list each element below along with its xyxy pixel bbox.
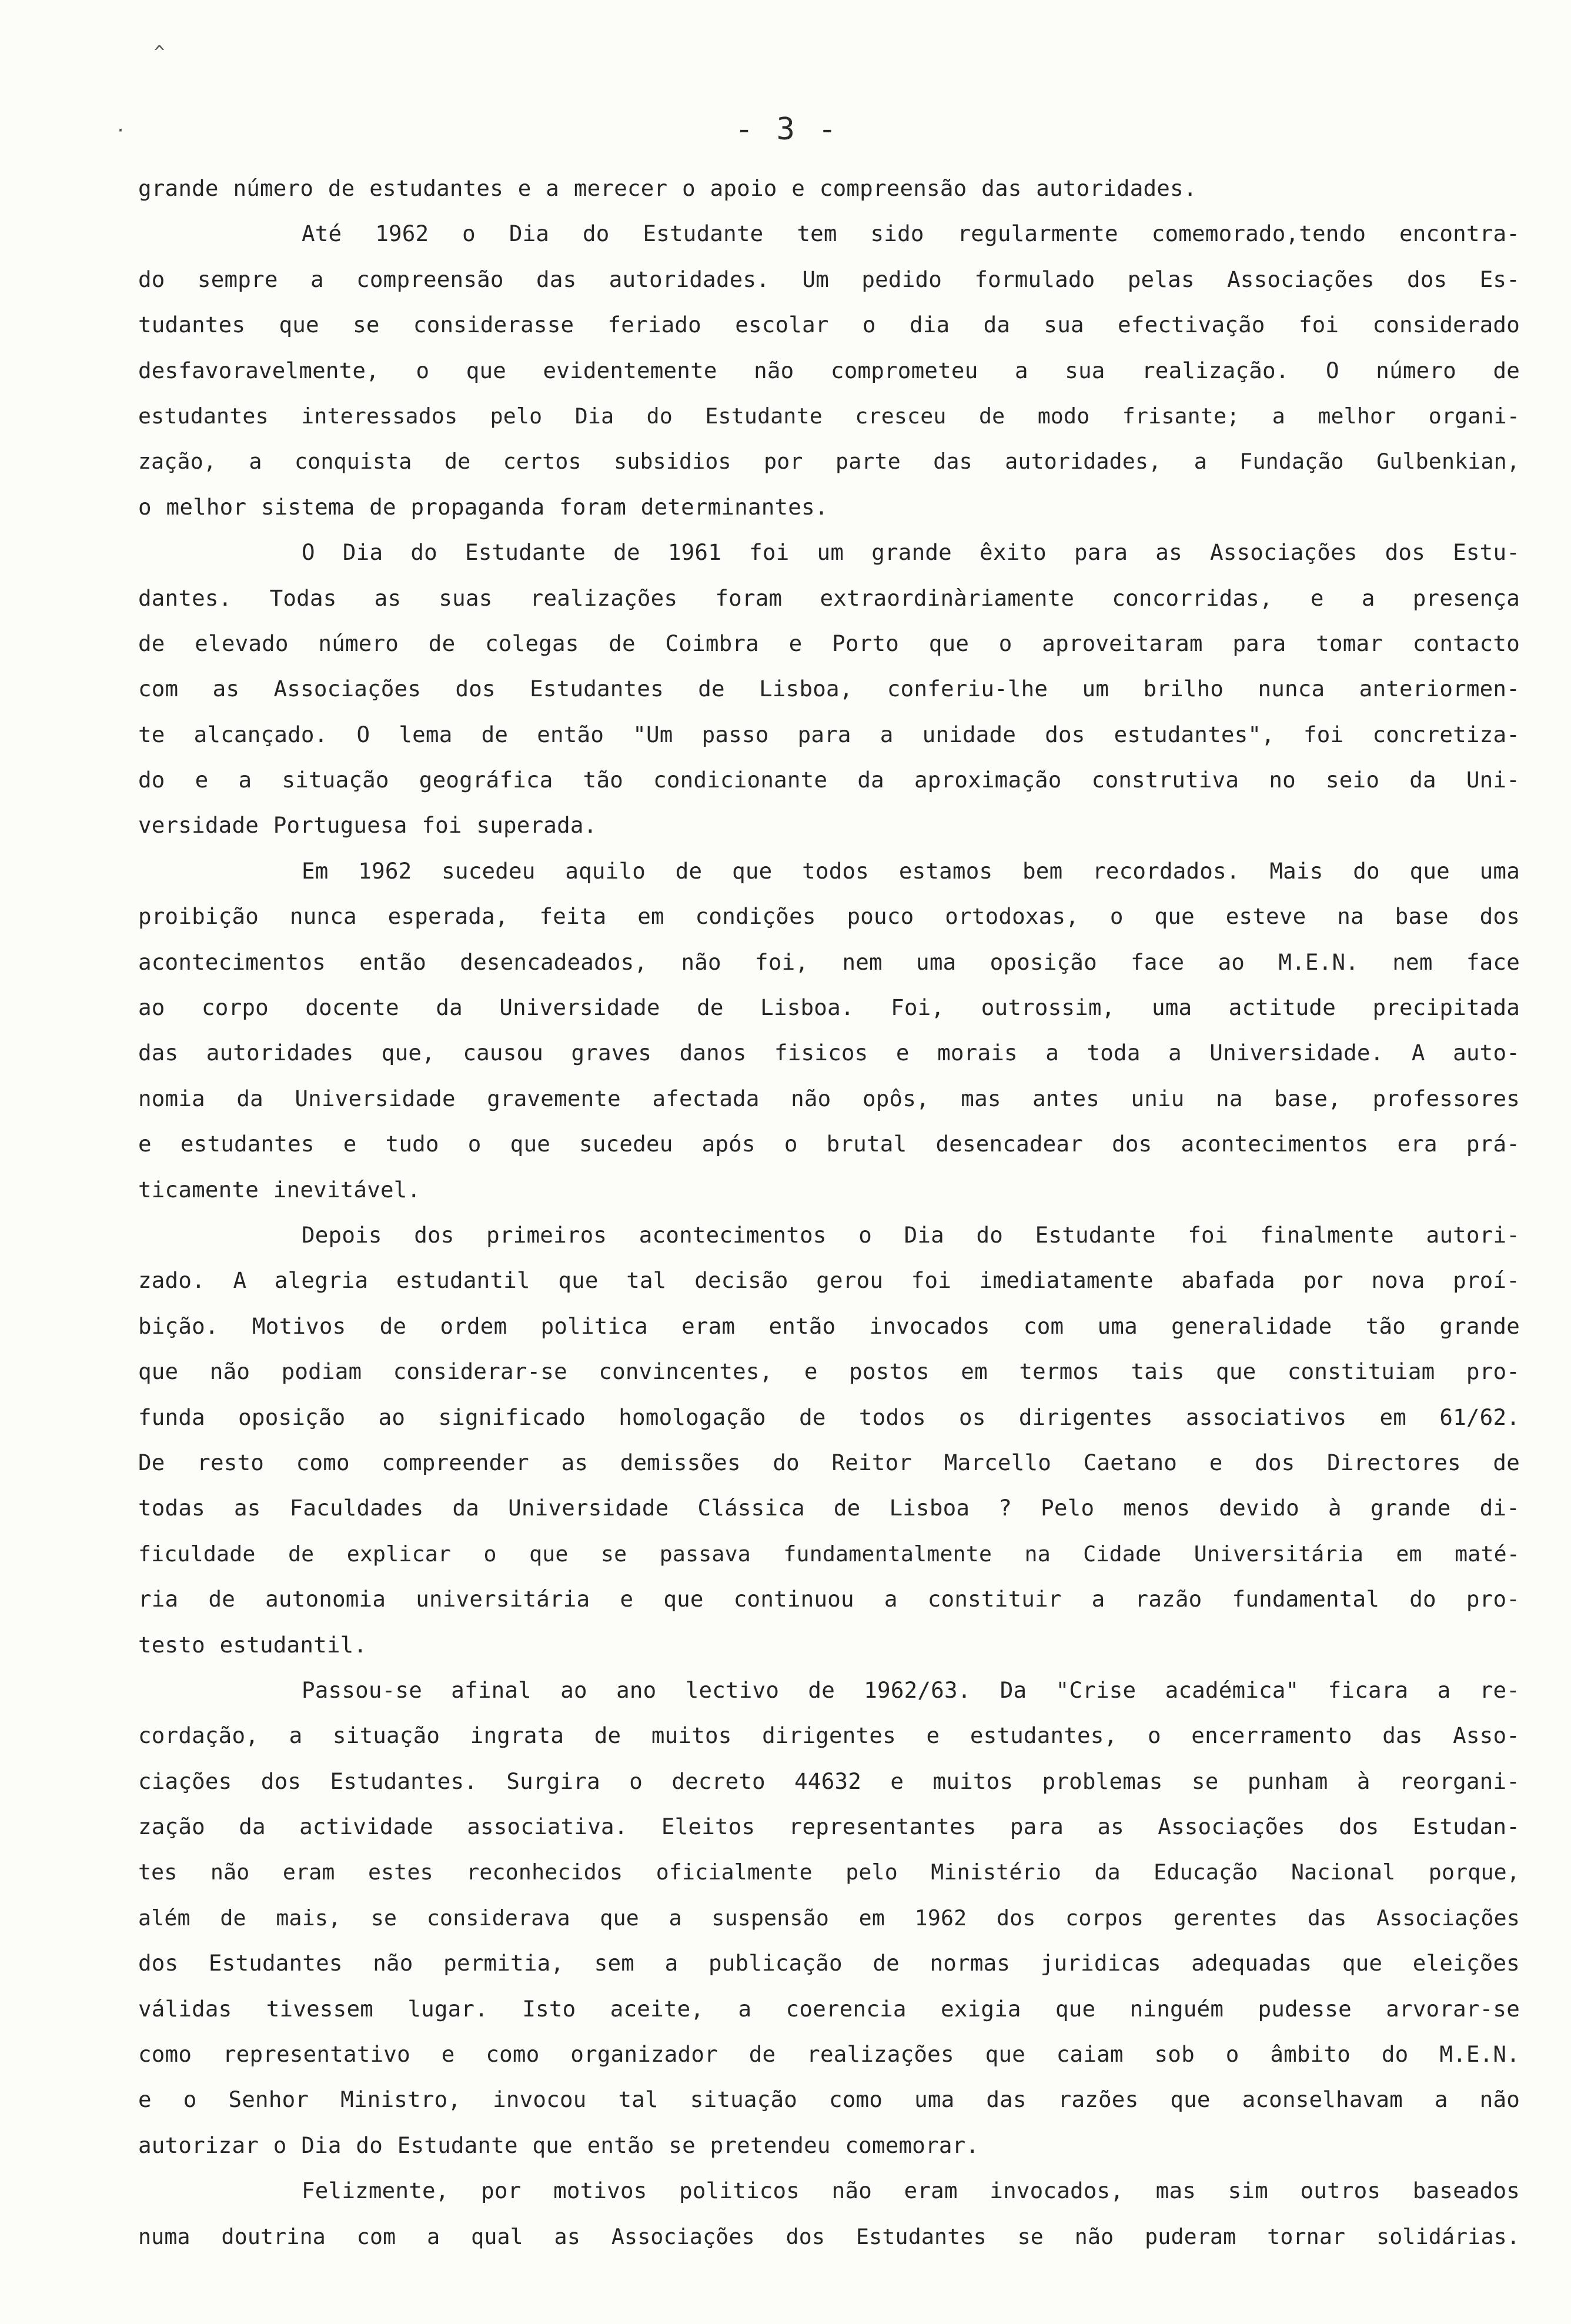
- text-line: bição. Motivos de ordem politica eram então invocados com uma generalidade tão grande: [138, 1313, 1520, 1339]
- text-line: proibição nunca esperada, feita em condições pouco ortodoxas, o que esteve na base dos: [138, 903, 1520, 930]
- corner-mark: ^: [154, 42, 165, 63]
- text-line: do sempre a compreensão das autoridades. Um pedido formulado pelas Associações dos Es-: [138, 266, 1520, 292]
- text-line: todas as Faculdades da Universidade Clássica de Lisboa ? Pelo menos devido à grande di-: [138, 1495, 1520, 1521]
- text-line: tes não eram estes reconhecidos oficialmente pelo Ministério da Educação Nacional porque,: [138, 1859, 1520, 1885]
- page-number: - 3 -: [735, 112, 839, 147]
- text-line: válidas tivessem lugar. Isto aceite, a coerencia exigia que ninguém pudesse arvorar-se: [138, 1995, 1520, 2022]
- text-line: nomia da Universidade gravemente afectada não opôs, mas antes uniu na base, professores: [138, 1085, 1520, 1111]
- text-line: com as Associações dos Estudantes de Lisboa, conferiu-lhe um brilho nunca anteriormen-: [138, 676, 1520, 702]
- text-line: como representativo e como organizador de realizações que caiam sob o âmbito do M.E.N.: [138, 2041, 1520, 2068]
- text-line: te alcançado. O lema de então "Um passo para a unidade dos estudantes", foi concretiza-: [138, 721, 1520, 747]
- text-line: autorizar o Dia do Estudante que então se pretendeu comemorar.: [138, 2132, 980, 2158]
- text-line: zação, a conquista de certos subsidios por parte das autoridades, a Fundação Gulbenkian,: [138, 449, 1520, 475]
- text-line: dos Estudantes não permitia, sem a publicação de normas juridicas adequadas que eleições: [138, 1950, 1520, 1976]
- text-line: Em 1962 sucedeu aquilo de que todos estamos bem recordados. Mais do que uma: [302, 857, 1520, 884]
- text-line: cordação, a situação ingrata de muitos dirigentes e estudantes, o encerramento das Asso-: [138, 1722, 1520, 1749]
- text-line: ficuldade de explicar o que se passava fundamentalmente na Cidade Universitária em maté-: [138, 1541, 1520, 1567]
- text-line: O Dia do Estudante de 1961 foi um grande êxito para as Associações dos Estu-: [302, 539, 1520, 566]
- text-line: desfavoravelmente, o que evidentemente não comprometeu a sua realização. O número de: [138, 357, 1520, 383]
- text-line: das autoridades que, causou graves danos fisicos e morais a toda a Universidade. A auto-: [138, 1040, 1520, 1066]
- text-line: funda oposição ao significado homologação de todos os dirigentes associativos em 61/62.: [138, 1404, 1520, 1430]
- text-line: De resto como compreender as demissões do Reitor Marcello Caetano e dos Directores de: [138, 1449, 1520, 1475]
- text-line: acontecimentos então desencadeados, não foi, nem uma oposição face ao M.E.N. nem face: [138, 949, 1520, 975]
- text-line: versidade Portuguesa foi superada.: [138, 812, 597, 839]
- text-line: zação da actividade associativa. Eleitos representantes para as Associações dos Estudan-: [138, 1814, 1520, 1840]
- text-line: o melhor sistema de propaganda foram determinantes.: [138, 493, 828, 520]
- text-line: e estudantes e tudo o que sucedeu após o brutal desencadear dos acontecimentos era prá-: [138, 1131, 1520, 1157]
- text-line: testo estudantil.: [138, 1631, 367, 1658]
- text-line: numa doutrina com a qual as Associações dos Estudantes se não puderam tornar solidárias.: [138, 2223, 1520, 2249]
- text-line: Passou-se afinal ao ano lectivo de 1962/63. Da "Crise académica" ficara a re-: [302, 1677, 1520, 1703]
- text-line: ticamente inevitável.: [138, 1176, 421, 1203]
- text-line: grande número de estudantes e a merecer o apoio e compreensão das autoridades.: [138, 175, 1197, 201]
- text-line: e o Senhor Ministro, invocou tal situação como uma das razões que aconselhavam a não: [138, 2086, 1520, 2113]
- text-line: ria de autonomia universitária e que continuou a constituir a razão fundamental do pro-: [138, 1586, 1520, 1612]
- text-line: Felizmente, por motivos politicos não eram invocados, mas sim outros baseados: [302, 2178, 1520, 2204]
- text-line: que não podiam considerar-se convincentes, e postos em termos tais que constituiam pro-: [138, 1358, 1520, 1385]
- text-line: do e a situação geográfica tão condicionante da aproximação construtiva no seio da Uni-: [138, 767, 1520, 793]
- text-line: ao corpo docente da Universidade de Lisboa. Foi, outrossim, uma actitude precipitada: [138, 994, 1520, 1021]
- margin-mark: ·: [115, 121, 126, 141]
- text-line: além de mais, se considerava que a suspensão em 1962 dos corpos gerentes das Associações: [138, 1905, 1520, 1931]
- text-line: tudantes que se considerasse feriado escolar o dia da sua efectivação foi considerado: [138, 312, 1520, 338]
- text-line: Até 1962 o Dia do Estudante tem sido regularmente comemorado,tendo encontra-: [302, 221, 1520, 247]
- document-body: [138, 166, 1520, 2259]
- text-line: de elevado número de colegas de Coimbra e Porto que o aproveitaram para tomar contacto: [138, 630, 1520, 656]
- text-line: ciações dos Estudantes. Surgira o decreto 44632 e muitos problemas se punham à reorgani-: [138, 1768, 1520, 1794]
- text-line: Depois dos primeiros acontecimentos o Dia do Estudante foi finalmente autori-: [302, 1221, 1520, 1248]
- text-line: zado. A alegria estudantil que tal decisão gerou foi imediatamente abafada por nova proí-: [138, 1267, 1520, 1294]
- text-line: estudantes interessados pelo Dia do Estudante cresceu de modo frisante; a melhor organi-: [138, 403, 1520, 429]
- text-line: dantes. Todas as suas realizações foram extraordinàriamente concorridas, e a presença: [138, 585, 1520, 611]
